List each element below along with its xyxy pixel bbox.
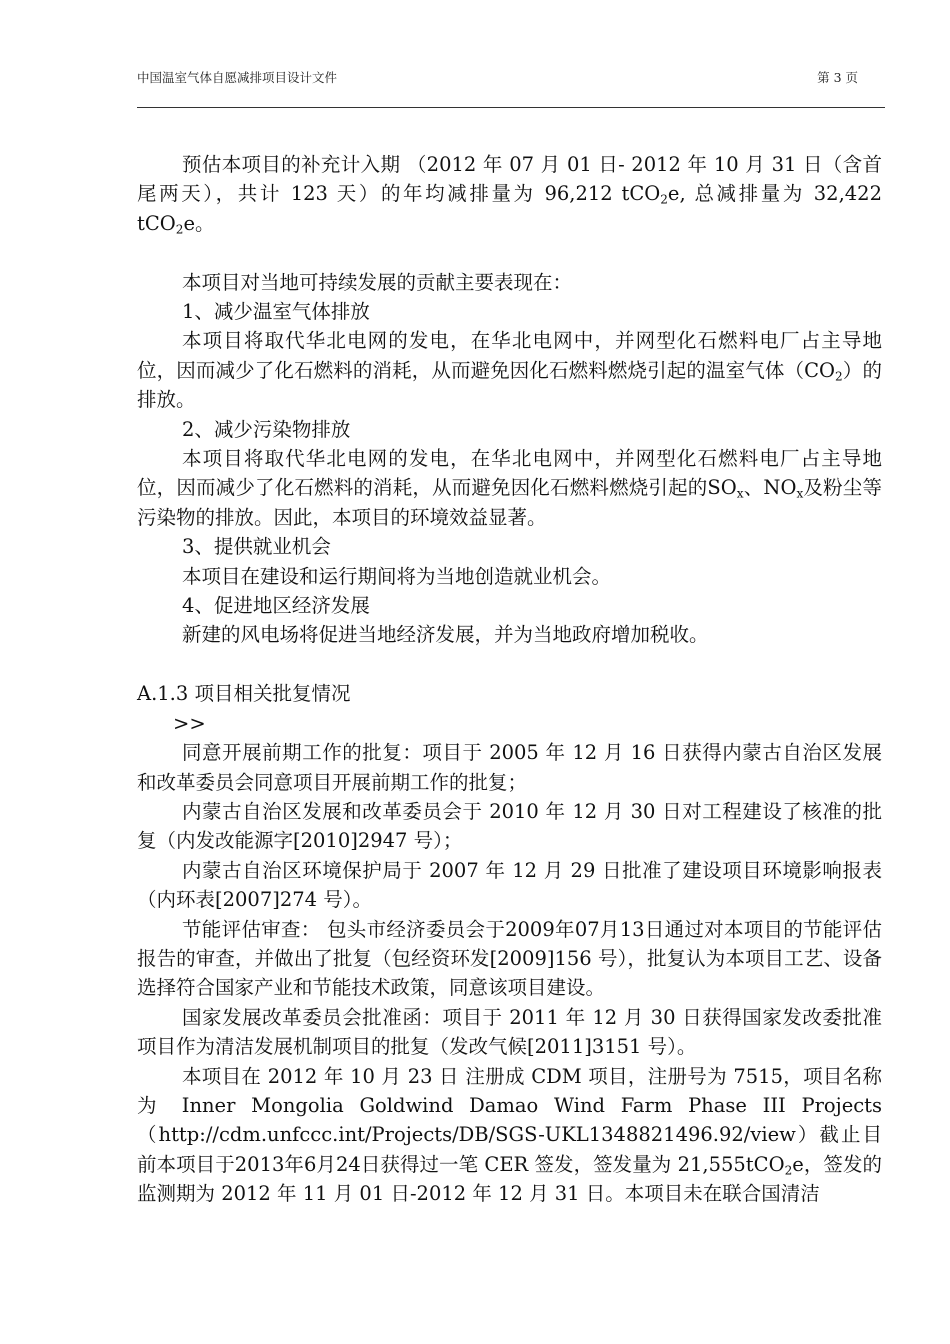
approval-paragraph-3: 内蒙古自治区环境保护局于 2007 年 12 月 29 日批准了建设项目环境影响报表（内环表[2007]274 号）。 [137, 858, 882, 912]
intro-paragraph [137, 150, 882, 238]
intro-text-1: 预估本项目的补充计入期 （2012 年 07 月 01 日- 2012 年 10 月 31 日（含首尾两天），共计 123 天）的年均减排量为 96,212 tCO [137, 153, 882, 206]
subscript-x: x [736, 486, 744, 501]
subscript-2: 2 [835, 369, 843, 384]
approval-paragraph-6 [137, 1062, 882, 1209]
approval-paragraph-1: 同意开展前期工作的批复：项目于 2005 年 12 月 16 日获得内蒙古自治区发展和改革委员会同意项目开展前期工作的批复； [137, 741, 882, 794]
item-2-paragraph [137, 444, 882, 532]
header-divider [137, 107, 885, 108]
approval-paragraph-4: 节能评估审查： 包头市经济委员会于2009年07月13日通过对本项目的节能评估报告的审查，并做出了批复（包经资环发[2009]156 号），批复认为本项目工艺、设备选择符合国家产业和节能技术政策，同意该项目建设。 [137, 917, 882, 1000]
subscript-2: 2 [660, 192, 668, 207]
item-2-text-3: 及粉尘等污染物的排放。因此，本项目的环境效益显著。 [137, 476, 882, 529]
item-4-paragraph: 新建的风电场将促进当地经济发展，并为当地政府增加税收。 [182, 623, 709, 647]
item-3-heading: 3、提供就业机会 [182, 535, 331, 559]
subscript-x: x [796, 486, 804, 501]
page-number: 第 3 页 [817, 70, 858, 85]
item-2-text-1: 本项目将取代华北电网的发电，在华北电网中，并网型化石燃料电厂占主导地位，因而减少了化石燃料的消耗，从而避免因化石燃料燃烧引起的SO [137, 447, 882, 500]
subscript-2: 2 [175, 222, 184, 237]
approval-paragraph-2: 内蒙古自治区发展和改革委员会于 2010 年 12 月 30 日对工程建设了核准的批复（内发改能源字[2010]2947 号）； [137, 799, 882, 853]
item-1-text-1: 本项目将取代华北电网的发电，在华北电网中，并网型化石燃料电厂占主导地位，因而减少了化石燃料的消耗，从而避免因化石燃料燃烧引起的温室气体（CO [137, 329, 882, 382]
approval-paragraph-5: 国家发展改革委员会批准函：项目于 2011 年 12 月 30 日获得国家发改委批准项目作为清洁发展机制项目的批复（发改气候[2011]3151 号）。 [137, 1005, 882, 1059]
intro-text-3: e。 [183, 211, 215, 235]
section-heading-a13: A.1.3 项目相关批复情况 [137, 682, 351, 706]
contribution-intro: 本项目对当地可持续发展的贡献主要表现在： [182, 270, 573, 294]
item-4-heading: 4、促进地区经济发展 [182, 594, 370, 618]
item-1-text-2: ）的排放。 [137, 358, 882, 412]
document-body [137, 150, 882, 1209]
header-title: 中国温室气体自愿减排项目设计文件 [137, 70, 338, 85]
approval-6-text-2: e，签发的监测期为 2012 年 11 月 01 日-2012 年 12 月 31 日。本项目未在联合国清洁 [137, 1152, 882, 1206]
item-2-heading: 2、减少污染物排放 [182, 417, 351, 441]
approval-6-text-1: 本项目在 2012 年 10 月 23 日 注册成 CDM 项目，注册号为 7515，项目名称为 Inner Mongolia Goldwind Damao Wind Farm Phase III Projects（http://cdm.unfccc.int/Projects/DB/SGS-UKL1348821496.92/view）截止目前本项目于2013年6月24日获得过一笔 CER 签发，签发量为 21,555tCO [137, 1064, 882, 1176]
spacer [137, 650, 882, 679]
item-1-heading: 1、减少温室气体排放 [182, 300, 370, 324]
subscript-2: 2 [784, 1163, 793, 1178]
item-3-paragraph: 本项目在建设和运行期间将为当地创造就业机会。 [182, 564, 612, 588]
item-2-text-2: 、NO [743, 476, 797, 500]
item-1-paragraph [137, 326, 882, 414]
spacer [137, 238, 882, 267]
section-marker: >> [173, 711, 206, 735]
intro-text-2: e, 总减排量为 32,422 tCO [137, 182, 882, 235]
